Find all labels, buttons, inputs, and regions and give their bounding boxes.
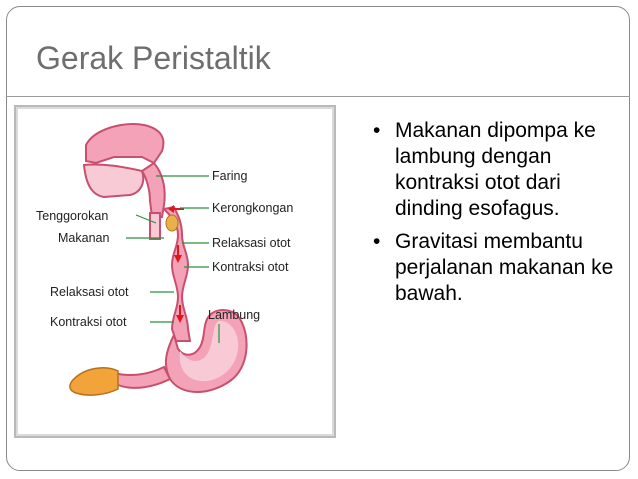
slide-title: Gerak Peristaltik (36, 40, 271, 76)
label-faring: Faring (212, 169, 248, 183)
label-makanan: Makanan (58, 231, 110, 245)
label-relaksasi-right: Relaksasi otot (212, 236, 291, 250)
label-tenggorokan: Tenggorokan (36, 209, 109, 223)
peristalsis-diagram (14, 105, 336, 438)
label-kerongkongan: Kerongkongan (212, 201, 294, 215)
bullet-item: • Gravitasi membantu perjalanan makanan ke bawah. (373, 229, 623, 307)
label-lambung: Lambung (208, 308, 261, 322)
food-bolus (166, 215, 178, 231)
label-kontraksi-right: Kontraksi otot (212, 260, 289, 274)
label-kontraksi-left: Kontraksi otot (50, 315, 127, 329)
trachea (150, 213, 160, 239)
bullet-item: • Makanan dipompa ke lambung dengan kontraksi otot dari dinding esofagus. (373, 118, 623, 222)
tongue (84, 164, 143, 197)
label-relaksasi-left: Relaksasi otot (50, 285, 129, 299)
title-divider (6, 96, 630, 97)
bullet-list (373, 118, 623, 314)
